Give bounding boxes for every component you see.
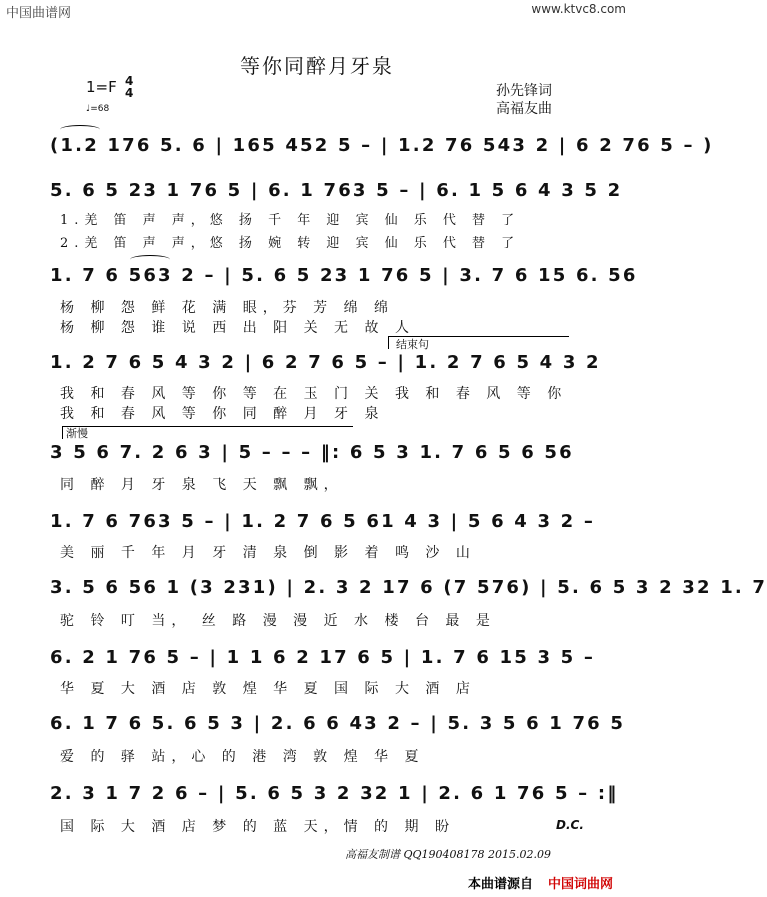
lyricist-credit: 孙先锋词	[496, 83, 552, 99]
staff-notes: 3. 5 6 56 1 (3 231) | 2. 3 2 17 6 (7 576) | 5. 6 5 3 2 32 1. 7	[50, 577, 767, 598]
staff-notes: 3 5 6 7. 2 6 3 | 5 – – – ‖: 6 5 3 1. 7 6 5 6 56	[50, 442, 574, 463]
dc-mark: D.C.	[556, 818, 584, 832]
staff-1	[50, 178, 623, 204]
page-title: 等你同醉月牙泉	[240, 54, 394, 78]
staff-4	[50, 440, 595, 466]
staff-notes: 5. 6 5 23 1 76 5 | 6. 1 763 5 – | 6. 1 5 6 4 3 5 2	[50, 180, 623, 201]
lyric-line: 国 际 大 酒 店 梦 的 蓝 天，情 的 期 盼	[60, 819, 455, 835]
lyric-line: 我 和 春 风 等 你 等 在 玉 门 关 我 和 春 风 等 你	[60, 386, 568, 402]
source-label: 本曲谱源自	[468, 877, 534, 892]
site-url[interactable]: www.ktvc8.com	[531, 2, 626, 16]
staff-3	[50, 350, 601, 376]
lyric-line: 我 和 春 风 等 你 同 醉 月 牙 泉	[60, 406, 385, 422]
meter-top: 4	[125, 74, 134, 88]
staff-notes: (1.2 176 5. 6 | 165 452 5 – | 1.2 76 543 2 | 6 2 76 5 – )	[50, 135, 714, 156]
composer-credit: 高福友曲	[496, 101, 552, 117]
staff-notes: 1. 7 6 563 2 – | 5. 6 5 23 1 76 5 | 3. 7 6 15 6. 56	[50, 265, 638, 286]
meter-bottom: 4	[125, 86, 134, 100]
tempo-mark: ♩=68	[86, 104, 110, 114]
site-name: 中国曲谱网	[6, 6, 72, 21]
lyric-line: 华 夏 大 酒 店 敦 煌 华 夏 国 际 大 酒 店	[60, 681, 476, 697]
transcriber-credit: 高福友制谱 QQ190408178 2015.02.09	[345, 848, 551, 861]
staff-intro	[50, 133, 714, 159]
lyric-line: 1.羌 笛 声 声，悠 扬 千 年 迎 宾 仙 乐 代 替 了	[60, 213, 521, 228]
staff-5	[50, 509, 595, 535]
slowing-mark: 渐慢	[66, 427, 88, 440]
lyric-line: 爱 的 驿 站，心 的 港 湾 敦 煌 华 夏	[60, 749, 425, 765]
staff-6	[50, 575, 767, 601]
lyric-line: 杨 柳 怨 谁 说 西 出 阳 关 无 故 人	[60, 320, 415, 336]
staff-notes: 1. 7 6 763 5 – | 1. 2 7 6 5 61 4 3 | 5 6 4 3 2 –	[50, 511, 596, 532]
lyric-line: 美 丽 千 年 月 牙 清 泉 倒 影 着 鸣 沙 山	[60, 545, 476, 561]
staff-notes: 6. 2 1 76 5 – | 1 1 6 2 17 6 5 | 1. 7 6 15 3 5 –	[50, 647, 596, 668]
lyric-line: 驼 铃 叮 当， 丝 路 漫 漫 近 水 楼 台 最 是	[60, 613, 496, 629]
staff-8	[50, 711, 626, 737]
staff-2	[50, 263, 638, 289]
staff-notes: 2. 3 1 7 2 6 – | 5. 6 5 3 2 32 1 | 2. 6 1 76 5 – :‖	[50, 783, 619, 804]
ending-mark: 结束句	[396, 338, 429, 351]
key-signature: 1=F	[86, 78, 117, 96]
lyric-line: 同 醉 月 牙 泉 飞 天 飘 飘，	[60, 477, 344, 493]
time-signature	[125, 75, 133, 99]
staff-7	[50, 645, 595, 671]
staff-9	[50, 781, 619, 807]
source-site[interactable]: 中国词曲网	[548, 877, 614, 892]
tempo-bracket	[62, 426, 353, 439]
lyric-line: 2.羌 笛 声 声，悠 扬 婉 转 迎 宾 仙 乐 代 替 了	[60, 236, 521, 251]
lyric-line: 杨 柳 怨 鲜 花 满 眼，芬 芳 绵 绵	[60, 300, 395, 316]
staff-notes: 6. 1 7 6 5. 6 5 3 | 2. 6 6 43 2 – | 5. 3 5 6 1 76 5	[50, 713, 626, 734]
staff-notes: 1. 2 7 6 5 4 3 2 | 6 2 7 6 5 – | 1. 2 7 6 5 4 3 2	[50, 352, 601, 373]
